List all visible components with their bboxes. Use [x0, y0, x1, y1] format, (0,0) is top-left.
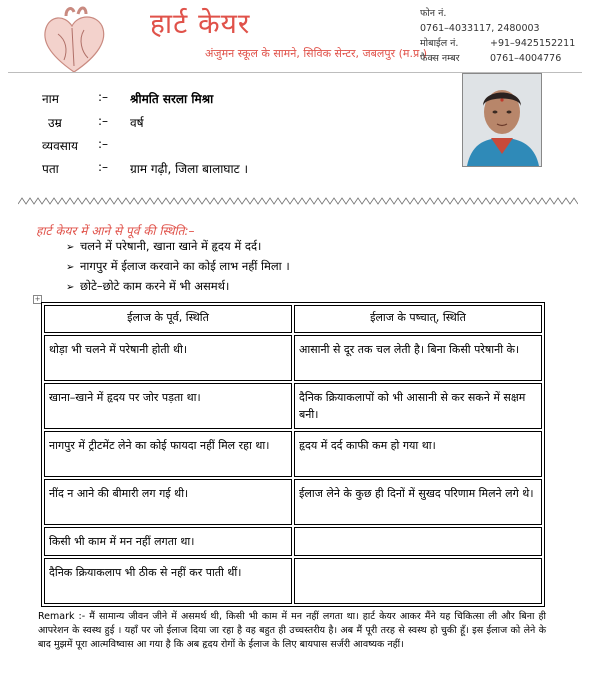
cell-after[interactable]: [294, 527, 542, 556]
clinic-address: अंजुमन स्कूल के सामने, सिविक सेन्टर, जबलपुर (म.प्र.): [205, 47, 428, 60]
name-label: नाम: [42, 92, 59, 106]
contact-phone: फोन नं.0761–4033117, 2480003: [420, 8, 540, 34]
cell-before[interactable]: खाना–खाने में हृदय पर जोर पड़ता था।: [44, 383, 292, 429]
cell-after[interactable]: दैनिक क्रियाकलापों को भी आसानी से कर सकने में सक्षम बनी।: [294, 383, 542, 429]
before-heading: हार्ट केयर में आने से पूर्व की स्थिति:–: [36, 224, 195, 238]
remark-label: Remark :-: [38, 611, 86, 622]
table-row: [44, 335, 542, 381]
bullet-item: ➢ नागपुर में ईलाज करवाने का कोई लाभ नहीं मिला ।: [66, 259, 290, 273]
table-row: [44, 479, 542, 525]
comparison-table: [41, 302, 545, 607]
remark-paragraph: [38, 610, 546, 652]
clinic-brand: हार्ट केयर: [150, 7, 251, 40]
address-value: ग्राम गढ़ी, जिला बालाघाट ।: [130, 162, 249, 176]
cell-before[interactable]: नागपुर में ट्रीटमेंट लेने का कोई फायदा नहीं मिल रहा था।: [44, 431, 292, 477]
table-row: [44, 383, 542, 429]
table-move-handle-icon[interactable]: +: [34, 295, 41, 303]
age-label: उम्र: [48, 116, 62, 130]
age-value: वर्ष: [130, 116, 144, 130]
header-before: ईलाज के पूर्व, स्थिति: [44, 305, 292, 333]
bullet-item: ➢ चलने में परेषानी, खाना खाने में हृदय में दर्द।: [66, 239, 262, 253]
name-separator: :–: [98, 90, 109, 104]
decorative-divider: [18, 197, 578, 205]
address-separator: :–: [98, 160, 109, 174]
arrow-bullet-icon: ➢: [66, 282, 75, 293]
heart-logo-icon: [38, 6, 110, 76]
cell-after[interactable]: आसानी से दूर तक चल लेती है। बिना किसी परेषानी के।: [294, 335, 542, 381]
contact-mobile: मोबाईल नं. +91–9425152211: [420, 38, 576, 49]
address-label: पता: [42, 162, 59, 176]
contact-block: [420, 6, 590, 66]
cell-before[interactable]: थोड़ा भी चलने में परेषानी होती थी।: [44, 335, 292, 381]
table-row: [44, 431, 542, 477]
table-header-row: [44, 305, 542, 333]
cell-after[interactable]: [294, 558, 542, 604]
cell-after[interactable]: ईलाज लेने के कुछ ही दिनों में सुखद परिणाम मिलने लगे थे।: [294, 479, 542, 525]
cell-before[interactable]: दैनिक क्रियाकलाप भी ठीक से नहीं कर पाती थीं।: [44, 558, 292, 604]
remark-text: मैं सामान्य जीवन जीने में असमर्थ थी, किसी भी काम में मन नहीं लगता था। हार्ट केयर आकर मैंने यह चिकित्सा ली और बिना ही आपरेशन के स्वस्थ हुई । यहाँ पर जो ईलाज दिया जा रहा है वह बहुत ही उच्चस्तरीय है। अब मैं पूरी तरह से स्वस्थ हो चुकी हूँ। इस ईलाज को लेने के बाद मुझमें पूरा आत्मविष्वास आ गया है कि अब हृदय रोगों के ईलाज के लिए बायपास सर्जरी आवष्यक नहीं।: [38, 611, 546, 650]
patient-photo: [462, 73, 542, 167]
contact-fax: फैक्स नम्बर 0761–4004776: [420, 53, 562, 64]
table-row: [44, 527, 542, 556]
cell-after[interactable]: हृदय में दर्द काफी कम हो गया था।: [294, 431, 542, 477]
arrow-bullet-icon: ➢: [66, 242, 75, 253]
cell-before[interactable]: किसी भी काम में मन नहीं लगता था।: [44, 527, 292, 556]
bullet-item: ➢ छोटे–छोटे काम करने में भी असमर्थ।: [66, 279, 230, 293]
occupation-label: व्यवसाय: [42, 139, 78, 153]
occupation-separator: :–: [98, 137, 109, 151]
arrow-bullet-icon: ➢: [66, 262, 75, 273]
name-value: श्रीमति सरला मिश्रा: [130, 92, 214, 106]
header-after: ईलाज के पष्चात्, स्थिति: [294, 305, 542, 333]
cell-before[interactable]: नींद न आने की बीमारी लग गई थी।: [44, 479, 292, 525]
age-separator: :–: [98, 114, 109, 128]
table-row: [44, 558, 542, 604]
